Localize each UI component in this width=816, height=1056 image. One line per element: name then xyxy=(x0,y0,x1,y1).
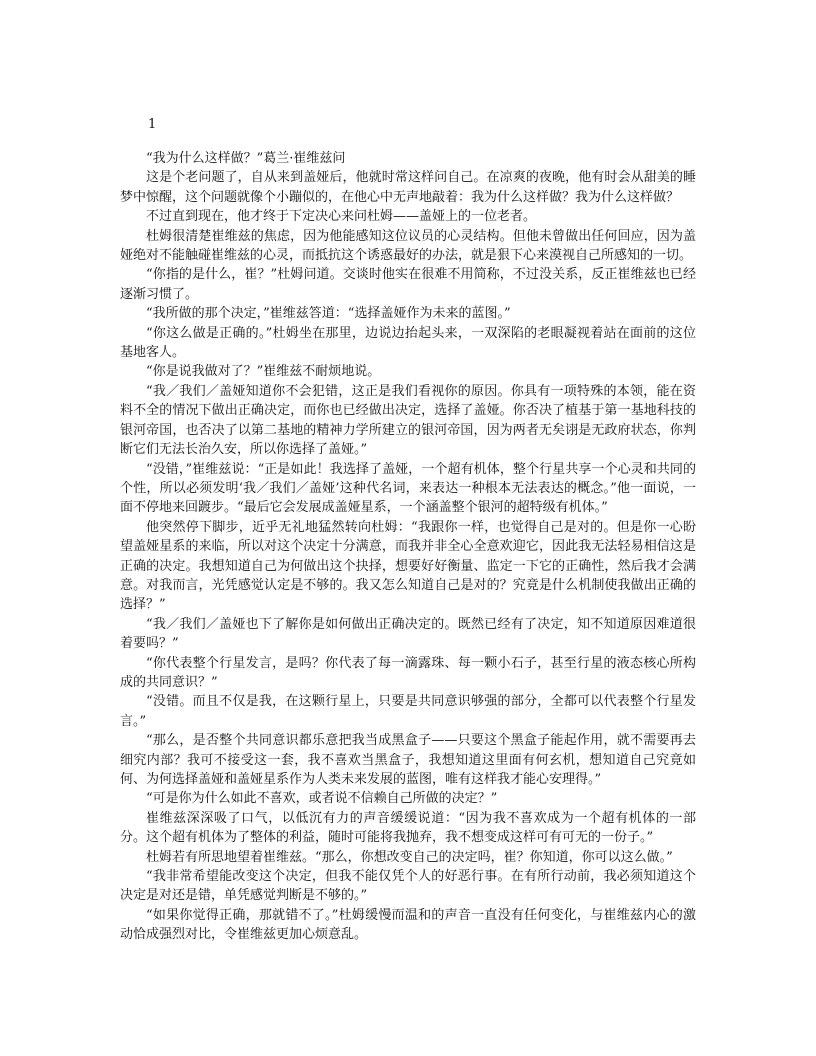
paragraph: “没错。而且不仅是我，在这颗行星上，只要是共同意识够强的部分，全都可以代表整个行星发言。” xyxy=(120,694,696,729)
paragraph: “你是说我做对了？”崔维兹不耐烦地说。 xyxy=(146,364,381,380)
paragraph: 杜姆很清楚崔维兹的焦虑，因为他能感知这位议员的心灵结构。但他未曾做出任何回应，因为盖娅绝对不能触碰崔维兹的心灵，而抵抗这个诱惑最好的办法，就是狠下心来漠视自己所感知的一切。 xyxy=(120,228,696,264)
paragraph: “我／我们／盖娅知道你不会犯错，这正是我们看视你的原因。你具有一项特殊的本领，能在资料不全的情况下做出正确决定，而你也已经做出决定，选择了盖娅。你否决了植基于第一基地科技的银河帝国，也否决了以第二基地的精神力学所建立的银河帝国，因为两者无矣诩是无政府状态，你判断它们无法长治久安，所以你选择了盖娅。” xyxy=(120,383,696,458)
paragraph: “你代表整个行星发言，是吗？你代表了每一滴露珠、每一颗小石子，甚至行星的液态核心所构成的共同意识？” xyxy=(120,655,696,690)
paragraph: “那么，是否整个共同意识都乐意把我当成黑盒子——只要这个黑盒子能起作用，就不需要再去细究内部？我可不接受这一套，我不喜欢当黑盒子，我想知道这里面有何玄机，想知道自己究竟如何、为何选择盖娅和盖娅星系作为人类未来发展的蓝图，唯有这样我才能心安理得。” xyxy=(120,733,696,787)
paragraph: 杜姆若有所思地望着崔维兹。“那么，你想改变自己的决定吗，崔？你知道，你可以这么做。” xyxy=(146,849,673,865)
paragraph: 不过直到现在，他才终于下定决心来问杜姆——盖娅上的一位老者。 xyxy=(146,209,537,225)
paragraph: “我所做的那个决定，”崔维兹答道：“选择盖娅作为未来的蓝图。” xyxy=(146,306,511,322)
page-number: 1 xyxy=(148,117,157,132)
paragraph: “你这么做是正确的。”杜姆坐在那里，边说边抬起头来，一双深陷的老眼凝视着站在面前的这位基地客人。 xyxy=(120,325,696,361)
paragraph: “我为什么这样做？”葛兰·崔维兹问 xyxy=(146,151,346,166)
paragraph: “你指的是什么，崔？”杜姆问道。交谈时他实在很难不用简称，不过没关系，反正崔维兹也已经逐渐习惯了。 xyxy=(120,267,696,302)
paragraph: 他突然停下脚步，近乎无礼地猛然转向杜姆：“我跟你一样，也觉得自己是对的。但是你一心盼望盖娅星系的来临，所以对这个决定十分满意，而我并非全心全意欢迎它，因此我无法轻易相信这是正确的决定。我想知道自己为何做出这个抉择，想要好好衡量、监定一下它的正确性，然后我才会满意。对我而言，光凭感觉认定是不够的。我又怎么知道自己是对的？究竟是什么机制使我做出正确的选择？” xyxy=(120,519,696,613)
paragraph: “如果你觉得正确，那就错不了。”杜姆缓慢而温和的声音一直没有任何变化，与崔维兹内心的激动恰成强烈对比，令崔维兹更加心烦意乱。 xyxy=(120,907,696,943)
paragraph: “可是你为什么如此不喜欢，或者说不信赖自己所做的决定？” xyxy=(146,791,498,807)
paragraph: “我／我们／盖娅也下了解你是如何做出正确决定的。既然已经有了决定，知不知道原因难道很着要吗？” xyxy=(120,616,696,652)
body-text xyxy=(120,149,696,945)
paragraph: “我非常希望能改变这个决定，但我不能仅凭个人的好恶行事。在有所行动前，我必须知道这个决定是对还是错，单凭感觉判断是不够的。” xyxy=(120,869,696,904)
paragraph: 崔维兹深深吸了口气，以低沉有力的声音缓缓说道：“因为我不喜欢成为一个超有机体的一部分。这个超有机体为了整体的利益，随时可能将我抛弃，我不想变成这样可有可无的一份子。” xyxy=(120,810,696,846)
paragraph: 这是个老问题了，自从来到盖娅后，他就时常这样问自己。在凉爽的夜晚，他有时会从甜美的睡梦中惊醒，这个问题就像个小蹦似的，在他心中无声地敲着：我为什么这样做？我为什么这样做？ xyxy=(120,170,696,205)
paragraph: “没错，”崔维兹说：“正是如此！我选择了盖娅，一个超有机体，整个行星共享一个心灵和共同的个性，所以必须发明‘我／我们／盖娅’这种代名词，来表达一种根本无法表达的概念。”他一面说，一面不停地来回踱步。“最后它会发展成盖娅星系，一个涵盖整个银河的超特级有机体。” xyxy=(120,461,696,516)
